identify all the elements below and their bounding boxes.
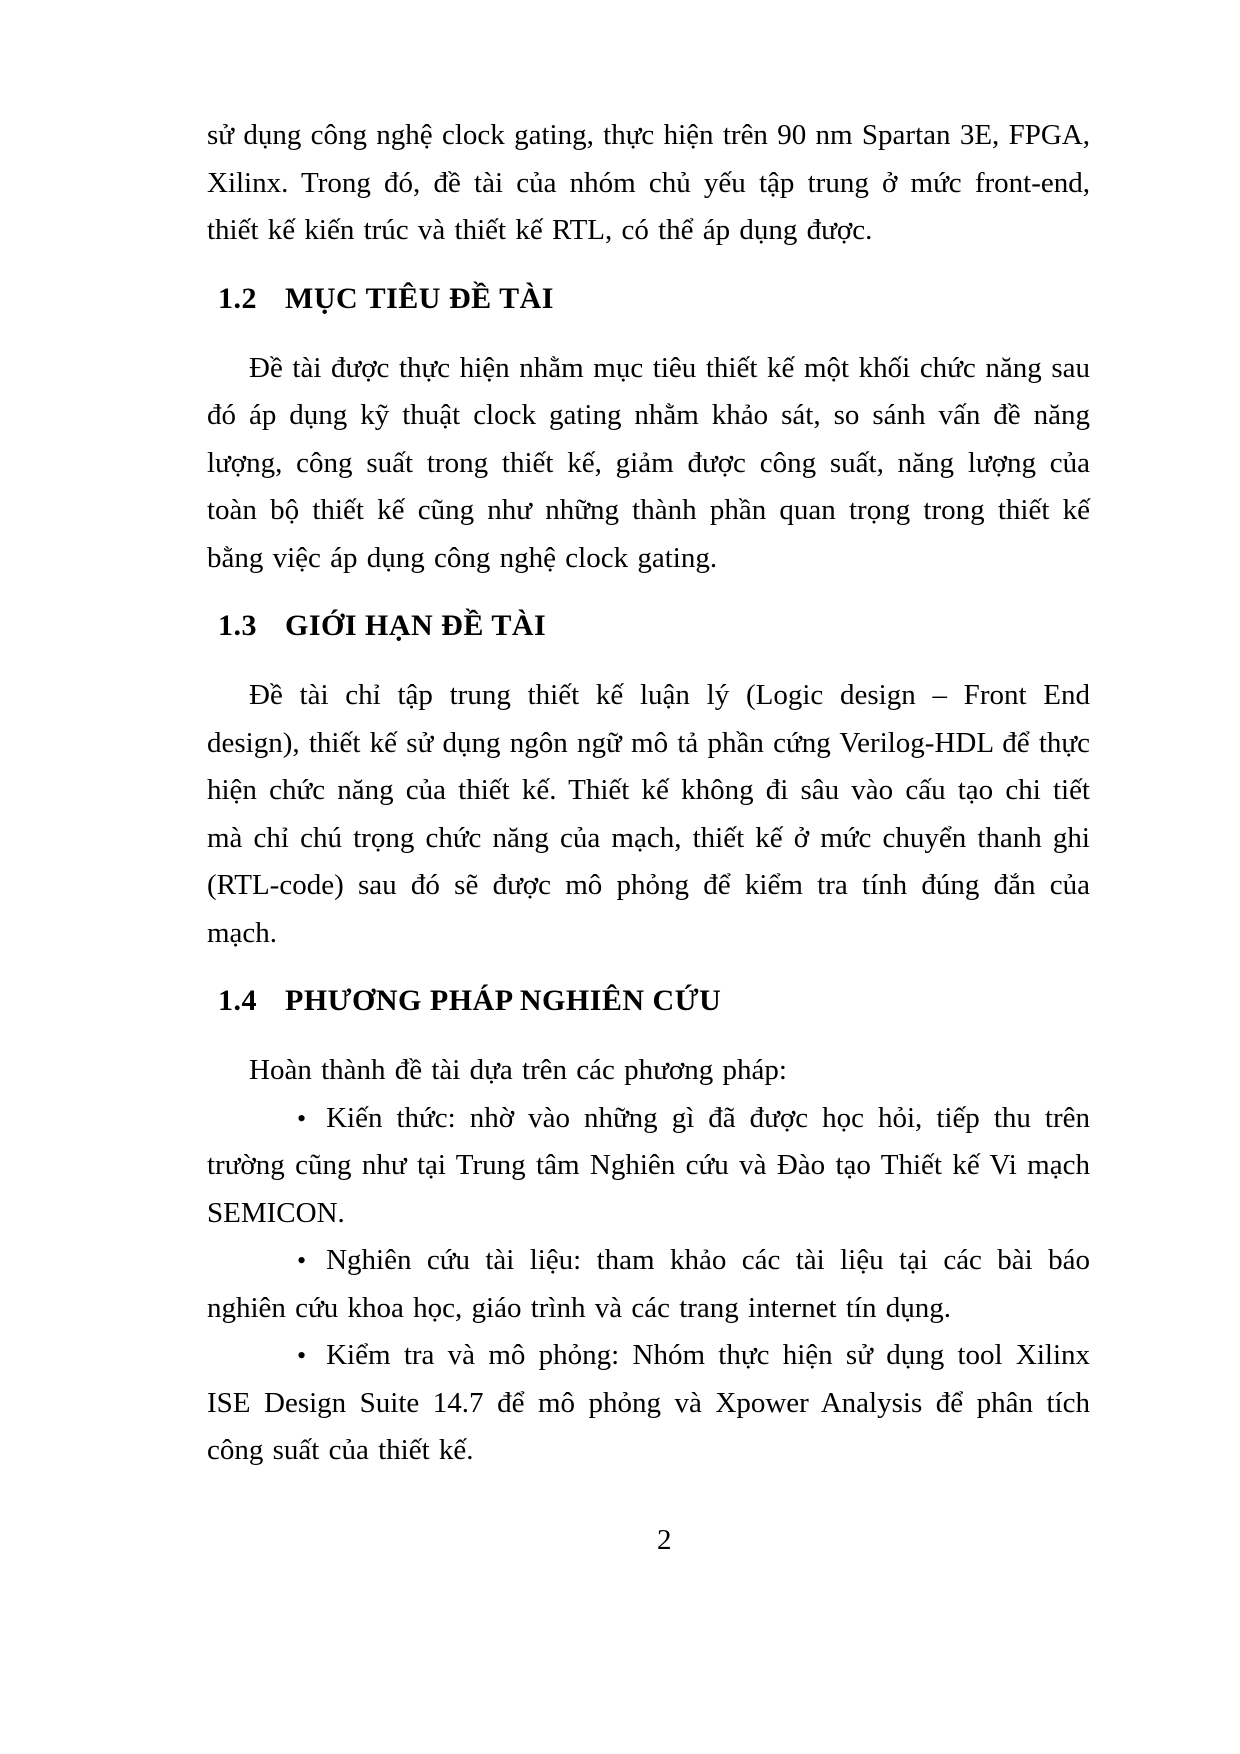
bullet-text: Kiểm tra và mô phỏng: Nhóm thực hiện sử dụng tool Xilinx ISE Design Suite 14.7 để mô phỏng và Xpower Analysis để phân tích công suất của thiết kế. [207, 1339, 1090, 1466]
bullet-icon: • [297, 1341, 307, 1370]
bullet-item-knowledge [207, 1095, 1090, 1238]
section-number: 1.2 [218, 281, 257, 315]
section-title: MỤC TIÊU ĐỀ TÀI [285, 281, 554, 315]
section-1-3-paragraph: Đề tài chỉ tập trung thiết kế luận lý (Logic design – Front End design), thiết kế sử dụng ngôn ngữ mô tả phần cứng Verilog-HDL để thực hiện chức năng của thiết kế. Thiết kế không đi sâu vào cấu tạo chi tiết mà chỉ chú trọng chức năng của mạch, thiết kế ở mức chuyển thanh ghi (RTL-code) sau đó sẽ được mô phỏng để kiểm tra tính đúng đắn của mạch. [207, 679, 1091, 949]
section-number: 1.4 [218, 984, 257, 1017]
section-title: GIỚI HẠN ĐỀ TÀI [285, 609, 547, 642]
section-title: PHƯƠNG PHÁP NGHIÊN CỨU [285, 984, 722, 1017]
bullet-item-research [207, 1237, 1090, 1332]
section-heading-1-2 [218, 279, 1090, 319]
bullet-text: Kiến thức: nhờ vào những gì đã được học hỏi, tiếp thu trên trường cũng như tại Trung tâm Nghiên cứu và Đào tạo Thiết kế Vi mạch SEMICON. [207, 1101, 1090, 1229]
section-1-2-paragraph: Đề tài được thực hiện nhằm mục tiêu thiết kế một khối chức năng sau đó áp dụng kỹ thuật clock gating nhằm khảo sát, so sánh vấn đề năng lượng, công suất trong thiết kế, giảm được công suất, năng lượng của toàn bộ thiết kế cũng như những thành phần quan trọng trong thiết kế bằng việc áp dụng công nghệ clock gating. [207, 351, 1090, 574]
intro-paragraph: sử dụng công nghệ clock gating, thực hiện trên 90 nm Spartan 3E, FPGA, Xilinx. Trong đó, đề tài của nhóm chủ yếu tập trung ở mức front-end, thiết kế kiến trúc và thiết kế RTL, có thể áp dụng được. [207, 119, 1090, 246]
bullet-icon: • [297, 1103, 307, 1133]
section-1-4-lead: Hoàn thành đề tài dựa trên các phương pháp: [249, 1054, 787, 1086]
section-heading-1-4 [218, 981, 1090, 1021]
bullet-icon: • [297, 1246, 307, 1275]
page-number: 2 [657, 1524, 672, 1556]
section-number: 1.3 [218, 609, 257, 642]
page-content [207, 112, 1090, 1475]
bullet-item-testing [207, 1332, 1090, 1475]
bullet-text: Nghiên cứu tài liệu: tham khảo các tài liệu tại các bài báo nghiên cứu khoa học, giáo trình và các trang internet tín dụng. [207, 1244, 1090, 1324]
section-heading-1-3 [218, 606, 1090, 646]
